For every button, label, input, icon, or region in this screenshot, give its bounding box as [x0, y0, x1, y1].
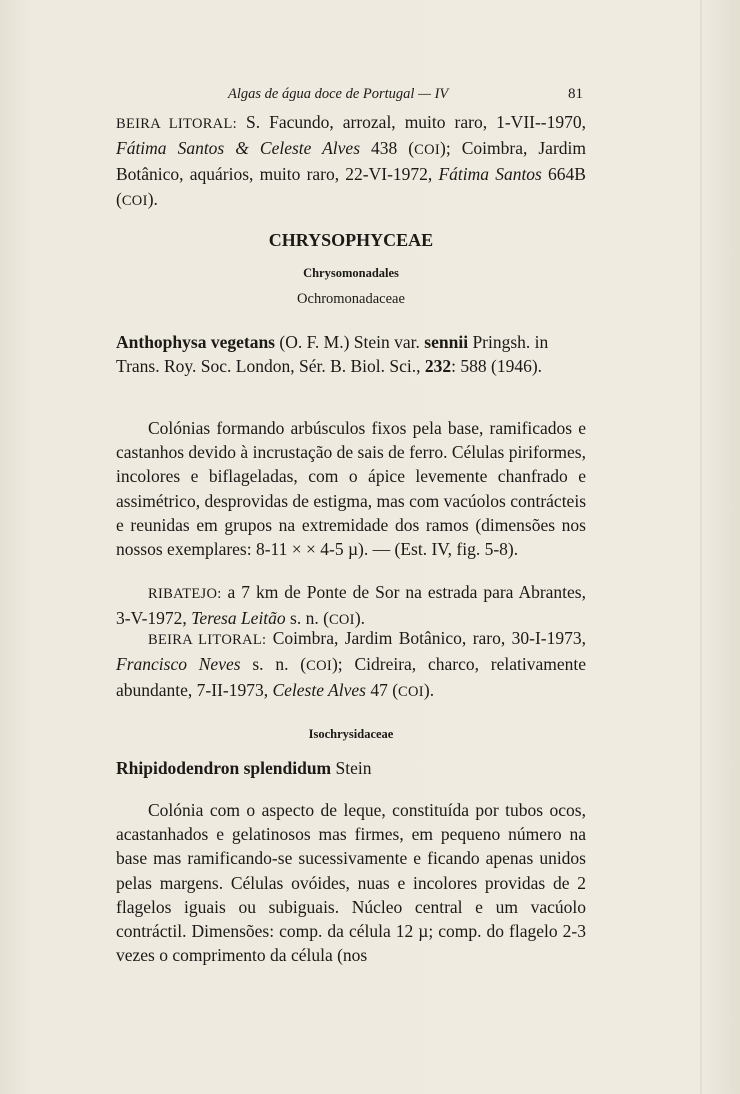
- record-text: ); Cidreira, charco, relativamente abundante, 7-II-1973,: [116, 654, 586, 701]
- page-header: [0, 84, 740, 108]
- collector-name: Francisco Neves: [116, 654, 241, 675]
- order-heading: Chrysomonadales: [303, 266, 399, 280]
- page-number: 81: [568, 86, 583, 102]
- region-label: RIBATEJO:: [148, 586, 222, 602]
- collector-name: Fátima Santos: [438, 164, 542, 185]
- record-text: ).: [147, 188, 158, 209]
- region-label: BEIRA LITORAL:: [116, 116, 237, 132]
- herbarium-code: COI: [414, 142, 441, 159]
- running-title: Algas de água doce de Portugal — IV: [228, 86, 449, 102]
- record-text: Coimbra, Jardim Botânico, raro, 30-I-1973,: [266, 628, 586, 648]
- species-entry-anthophysa: [116, 330, 586, 378]
- record-beira-litoral-anthophysa: [116, 626, 586, 705]
- record-text: s. n. (: [285, 608, 329, 629]
- herbarium-code: COI: [121, 192, 148, 209]
- herbarium-code: COI: [328, 612, 355, 629]
- herbarium-code: COI: [306, 658, 332, 675]
- species-authors: (O. F. M.) Stein var.: [275, 332, 425, 352]
- record-text: -1970,: [540, 112, 586, 132]
- record-text: 664B (: [116, 164, 586, 209]
- species-authors: Stein: [331, 758, 372, 778]
- record-text: ).: [354, 608, 366, 629]
- class-heading: CHRYSOPHYCEAE: [268, 230, 434, 250]
- variety-name: sennii: [424, 332, 469, 352]
- record-text: s. n. (: [240, 654, 307, 675]
- description-anthophysa: Colónias formando arbúsculos fixos pela base, ramificados e castanhos devido à incrustação de sais de ferro. Células piriformes, incolores e biflageladas, com o ápice levemente chanfrado e assimétrico, desprovidas de estigma, mas com vacúolos contrácteis e reunidas em grupos na extremidade dos ramos (dimensões nos nossos exemplares: 8-11 × × 4-5 µ). — (Est. IV, fig. 5-8).: [116, 418, 586, 560]
- species-name: Anthophysa vegetans: [116, 332, 275, 352]
- description-rhipidodendron: Colónia com o aspecto de leque, constituída por tubos ocos, acastanhados e gelatinosos mas firmes, em pequeno número na base mas ramificando-se sucessivamente e ficando apenas unidos pelas margens. Células ovóides, nuas e incolores providas de 2 flagelos iguais ou subiguais. Núcleo central e um vacúolo contráctil. Dimensões: comp. da célula 12 µ; comp. do flagelo 2-3 vezes o comprimento da célula (nos: [116, 800, 586, 966]
- herbarium-code: COI: [398, 684, 424, 701]
- record-text: ).: [423, 680, 435, 701]
- page-edge-shadow: [700, 0, 702, 1094]
- record-text: ); Coimbra, Jardim Botânico, aquários, muito raro, 22-VI-1972,: [116, 138, 586, 185]
- record-text: 438 (: [360, 138, 415, 159]
- collector-name: Celeste Alves: [272, 680, 366, 701]
- record-text: a 7 km de Ponte de Sor na estrada para Abrantes, 3-V-1972,: [116, 582, 586, 629]
- record-text: 47 (: [365, 680, 399, 701]
- collector-name: Fátima Santos & Celeste Alves: [116, 138, 361, 159]
- family-heading: Ochromonadaceae: [297, 291, 405, 307]
- reference-end: : 588 (1946).: [451, 356, 543, 377]
- record-ribatejo: [116, 580, 586, 632]
- species-entry-rhipidodendron: [116, 756, 586, 780]
- record-beira-litoral-top: [116, 110, 586, 213]
- reference: Pringsh. in Trans. Roy. Soc. London, Sér. B. Biol. Sci.,: [116, 332, 549, 377]
- family-heading-2: Isochrysidaceae: [308, 727, 394, 741]
- collector-name: Teresa Leitão: [191, 608, 286, 629]
- species-name: Rhipidodendron splendidum: [116, 758, 332, 778]
- region-label: BEIRA LITORAL:: [148, 632, 267, 648]
- record-text: S. Facundo, arrozal, muito raro, 1-VII-: [236, 112, 541, 132]
- reference-volume: 232: [424, 356, 452, 377]
